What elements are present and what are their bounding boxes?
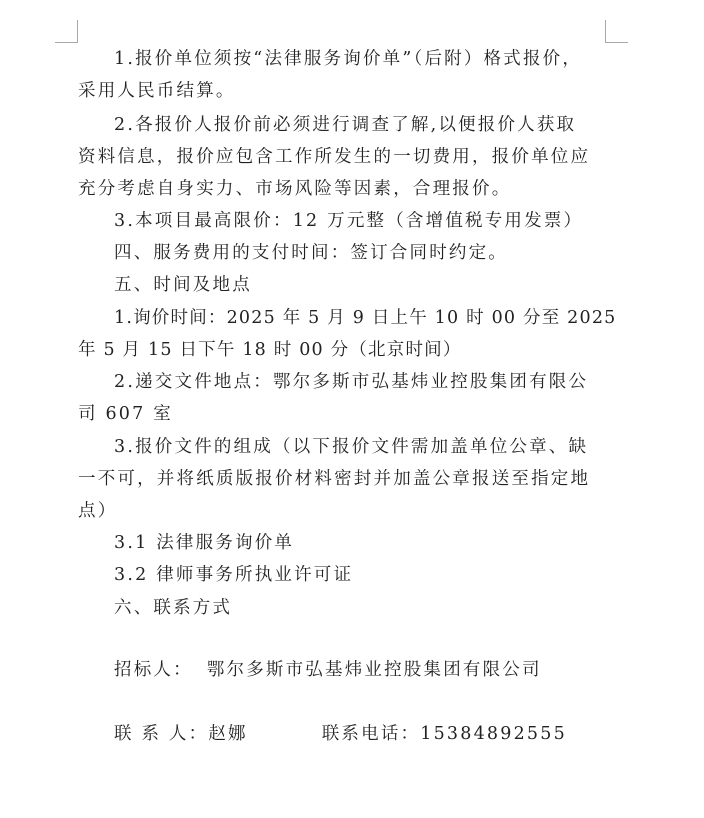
paragraph-line: 司 607 室 (78, 404, 173, 424)
crop-mark-top-right (605, 20, 628, 43)
contact-row (78, 722, 654, 746)
paragraph-line: 2.递交文件地点：鄂尔多斯市弘基炜业控股集团有限公 (114, 372, 589, 392)
paragraph-line: 1.报价单位须按“法律服务询价单”（后附）格式报价， (114, 49, 583, 69)
paragraph-line: 资料信息，报价应包含工作所发生的一切费用，报价单位应 (78, 147, 591, 167)
crop-mark-top-left (55, 20, 78, 43)
tenderer-row (78, 658, 654, 682)
paragraph-line: 年 5 月 15 日下午 18 时 00 分（北京时间） (78, 340, 462, 360)
list-item: 3.2 律师事务所执业许可证 (114, 565, 354, 585)
paragraph-line: 充分考虑自身实力、市场风险等因素，合理报价。 (78, 179, 512, 199)
paragraph-line: 一不可，并将纸质版报价材料密封并加盖公章报送至指定地 (78, 469, 591, 489)
section-heading: 五、时间及地点 (114, 275, 252, 295)
contact-person: 联 系 人：赵娜 (114, 724, 248, 744)
tenderer-value: 鄂尔多斯市弘基炜业控股集团有限公司 (206, 660, 542, 680)
paragraph-line: 3.本项目最高限价：12 万元整（含增值税专用发票） (114, 211, 584, 231)
tenderer-label: 招标人： (114, 660, 193, 680)
paragraph-line: 采用人民币结算。 (78, 81, 236, 101)
list-item: 3.1 法律服务询价单 (114, 533, 295, 553)
paragraph-line: 点） (78, 501, 118, 521)
section-heading: 六、联系方式 (114, 598, 233, 618)
paragraph-line: 四、服务费用的支付时间：签订合同时约定。 (114, 243, 508, 263)
paragraph-line: 2.各报价人报价前必须进行调查了解,以便报价人获取 (114, 115, 577, 135)
paragraph-line: 1.询价时间：2025 年 5 月 9 日上午 10 时 00 分至 2025 (114, 308, 617, 328)
paragraph-line: 3.报价文件的组成（以下报价文件需加盖单位公章、缺 (114, 437, 589, 457)
contact-phone: 联系电话：15384892555 (321, 724, 567, 744)
